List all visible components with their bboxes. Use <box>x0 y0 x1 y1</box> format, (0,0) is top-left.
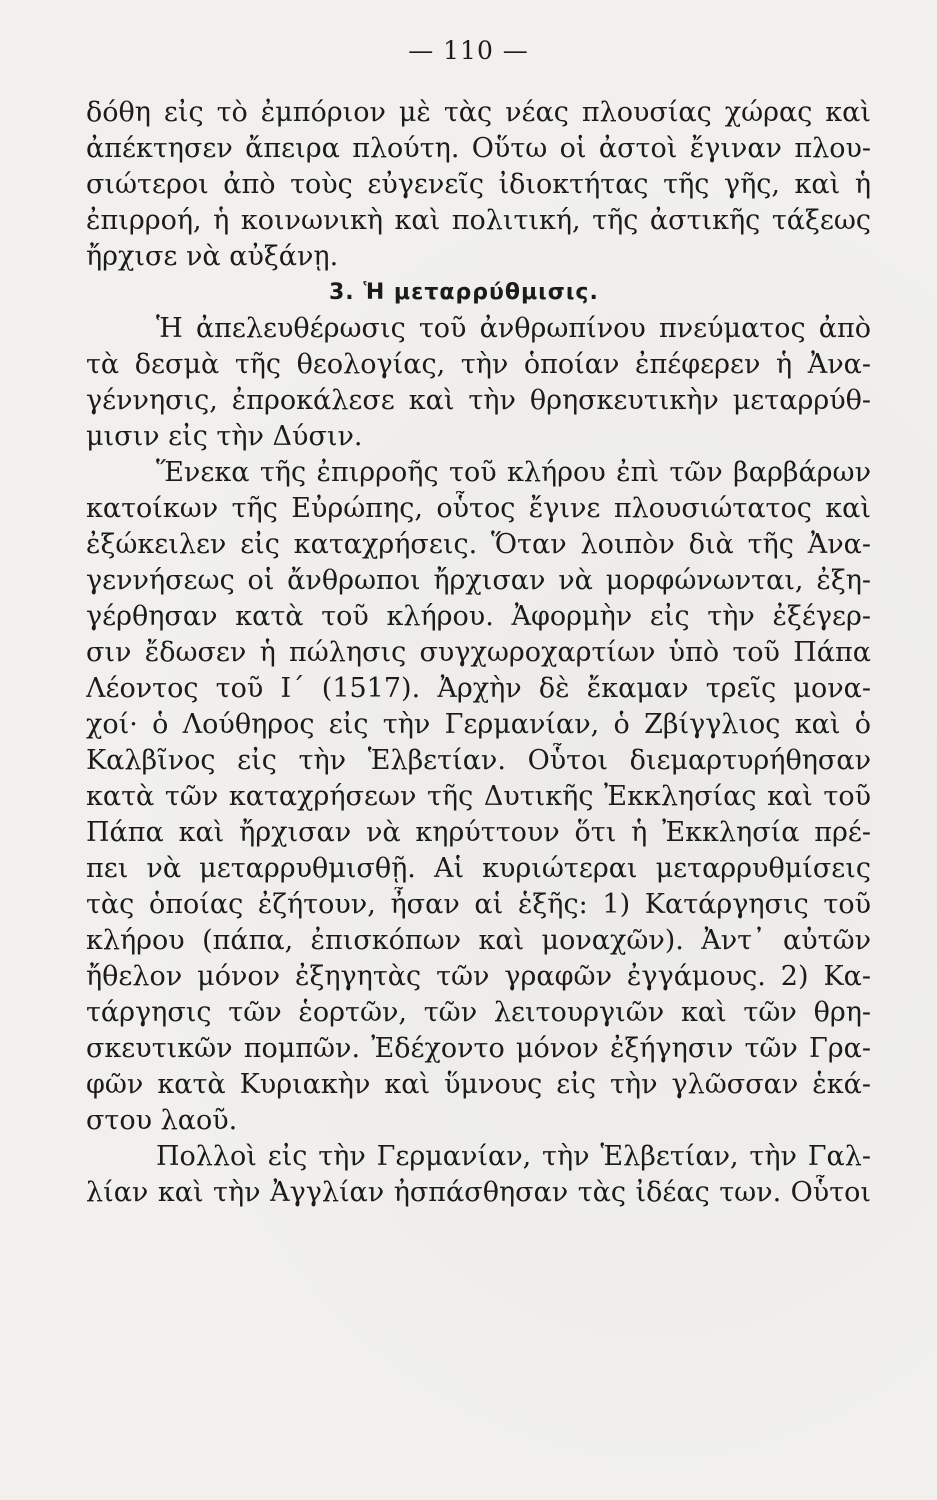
text-line: ἤρχισε νὰ αὐξάνῃ. <box>86 241 339 272</box>
text-line: φῶν κατὰ Κυριακὴν καὶ ὕμνους εἰς τὴν γλῶσσαν ἑκά- <box>86 1069 871 1100</box>
text-line: μισιν εἰς τὴν Δύσιν. <box>86 421 363 452</box>
text-line: τὰ δεσμὰ τῆς θεολογίας, τὴν ὁποίαν ἐπέφερεν ἡ Ἀνα- <box>86 349 871 380</box>
text-line: ἐξώκειλεν εἰς καταχρήσεις. Ὅταν λοιπὸν διὰ τῆς Ἀνα- <box>86 529 871 560</box>
text-line: σιώτεροι ἀπὸ τοὺς εὐγενεῖς ἰδιοκτήτας τῆς γῆς, καὶ ἡ <box>86 169 871 200</box>
paragraph-first-line: Ἕνεκα τῆς ἐπιρροῆς τοῦ κλήρου ἐπὶ τῶν βαρβάρων <box>156 457 871 488</box>
text-line: Λέοντος τοῦ Ι´ (1517). Ἀρχὴν δὲ ἔκαμαν τρεῖς μονα- <box>86 673 871 704</box>
paragraph-first-line: Πολλοὶ εἰς τὴν Γερμανίαν, τὴν Ἑλβετίαν, τὴν Γαλ- <box>156 1141 871 1172</box>
text-line: γέρθησαν κατὰ τοῦ κλήρου. Ἀφορμὴν εἰς τὴν ἐξέγερ- <box>86 601 871 632</box>
text-line: γέννησις, ἐπροκάλεσε καὶ τὴν θρησκευτικὴν μεταρρύθ- <box>86 385 871 416</box>
page-number: — 110 — <box>408 36 529 65</box>
text-line: σιν ἔδωσεν ἡ πώλησις συγχωροχαρτίων ὑπὸ τοῦ Πάπα <box>86 637 871 668</box>
text-line: στου λαοῦ. <box>86 1105 238 1136</box>
text-line: κατοίκων τῆς Εὐρώπης, οὗτος ἔγινε πλουσιώτατος καὶ <box>86 493 871 524</box>
text-line: σκευτικῶν πομπῶν. Ἐδέχοντο μόνον ἐξήγησιν τῶν Γρα- <box>86 1033 871 1064</box>
text-line: ἀπέκτησεν ἄπειρα πλούτη. Οὕτω οἱ ἀστοὶ ἔγιναν πλου- <box>86 133 871 164</box>
text-line: ἐπιρροή, ἡ κοινωνικὴ καὶ πολιτική, τῆς ἀστικῆς τάξεως <box>86 205 871 236</box>
text-line: ἤθελον μόνον ἐξηγητὰς τῶν γραφῶν ἐγγάμους. 2) Κα- <box>86 961 871 992</box>
text-line: λίαν καὶ τὴν Ἀγγλίαν ἠσπάσθησαν τὰς ἰδέας των. Οὗτοι <box>86 1177 871 1208</box>
text-line: χοί· ὁ Λούθηρος εἰς τὴν Γερμανίαν, ὁ Ζβίγγλιος καὶ ὁ <box>86 709 871 740</box>
text-line: κατὰ τῶν καταχρήσεων τῆς Δυτικῆς Ἐκκλησίας καὶ τοῦ <box>86 781 871 812</box>
text-line: Καλβῖνος εἰς τὴν Ἑλβετίαν. Οὗτοι διεμαρτυρήθησαν <box>86 745 871 776</box>
text-line: γεννήσεως οἱ ἄνθρωποι ἤρχισαν νὰ μορφώνωνται, ἐξη- <box>86 565 871 596</box>
section-heading: 3. Ἡ μεταρρύθμισις. <box>329 280 599 305</box>
text-line: τάργησις τῶν ἑορτῶν, τῶν λειτουργιῶν καὶ τῶν θρη- <box>86 997 871 1028</box>
text-line: κλήρου (πάπα, ἐπισκόπων καὶ μοναχῶν). Ἀντ᾽ αὐτῶν <box>86 925 871 956</box>
text-line: δόθη εἰς τὸ ἐμπόριον μὲ τὰς νέας πλουσίας χώρας καὶ <box>86 97 871 128</box>
paragraph-first-line: Ἡ ἀπελευθέρωσις τοῦ ἀνθρωπίνου πνεύματος ἀπὸ <box>156 313 871 344</box>
page-text <box>86 95 871 1211</box>
text-line: πει νὰ μεταρρυθμισθῇ. Αἱ κυριώτεραι μεταρρυθμίσεις <box>86 853 871 884</box>
text-line: τὰς ὁποίας ἐζήτουν, ἦσαν αἱ ἑξῆς: 1) Κατάργησις τοῦ <box>86 889 871 920</box>
text-line: Πάπα καὶ ἤρχισαν νὰ κηρύττουν ὅτι ἡ Ἐκκλησία πρέ- <box>86 817 871 848</box>
